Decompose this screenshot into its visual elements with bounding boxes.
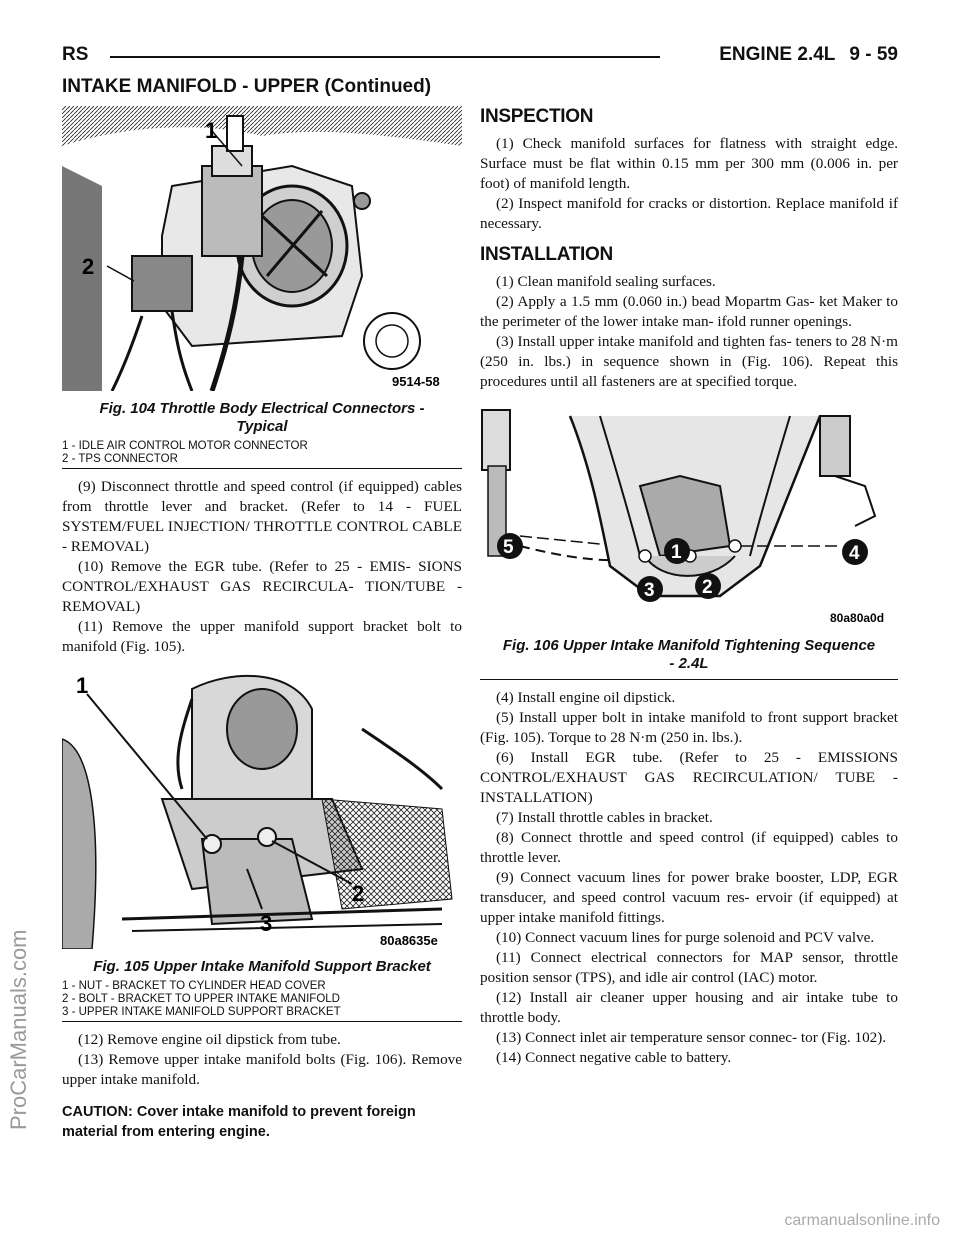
fig105-support-bracket: [202, 839, 312, 924]
fig106-image-code: 80a80a0d: [830, 611, 885, 625]
fig104-callout-2: 2: [82, 254, 95, 279]
installation-paragraph: (4) Install engine oil dipstick.: [496, 689, 676, 706]
fig104-image-code: 9514-58: [392, 374, 440, 389]
fig104-illustration: [62, 106, 462, 391]
installation-paragraph: (9) Connect vacuum lines for power brake booster, LDP, EGR transducer, and speed control vacuum res- ervoir (if equipped) at upper intake manifold fittings.: [480, 869, 898, 926]
inspection-paragraph: (1) Check manifold surfaces for flatness with straight edge. Surface must be flat within 0.15 mm per 300 mm (0.006 in. per foot) of manifold length.: [480, 135, 898, 192]
fig105-legend-item: 2 - BOLT - BRACKET TO UPPER INTAKE MANIFOLD: [62, 993, 340, 1005]
step-paragraph: (9) Disconnect throttle and speed control (if equipped) cables from throttle lever and bracket. (Refer to 14 - FUEL SYSTEM/FUEL INJECTION/ THROTTLE CONTROL CABLE - REMOVAL): [62, 478, 462, 555]
installation-paragraph: (2) Apply a 1.5 mm (0.060 in.) bead Mopartm Gas- ket Maker to the perimeter of the lower intake man- ifold runner openings.: [480, 293, 898, 330]
header-rule: [110, 56, 660, 58]
installation-paragraph: (3) Install upper intake manifold and tighten fas- teners to 28 N·m (250 in. lbs.) in sequence shown in (Fig. 106). Repeat this procedures until all fasteners are at specified torque.: [480, 333, 898, 390]
fig106-caption: [480, 637, 898, 673]
fig106-caption-line1: Fig. 106 Upper Intake Manifold Tightening Sequence: [502, 637, 876, 654]
installation-paragraph: (11) Connect electrical connectors for MAP sensor, throttle position sensor (TPS), and idle air control (IAC) motor.: [480, 949, 898, 986]
step-paragraph: (13) Remove upper intake manifold bolts (Fig. 106). Remove upper intake manifold.: [62, 1051, 462, 1088]
step-paragraph: (10) Remove the EGR tube. (Refer to 25 - EMIS- SIONS CONTROL/EXHAUST GAS RECIRCULA- TION/TUBE - REMOVAL): [62, 558, 462, 615]
fig106-right-bracket: [820, 416, 850, 476]
fig104-legend: [62, 440, 462, 466]
fig106-callout-5: 5: [503, 537, 514, 558]
fig105-callout-2: 2: [352, 881, 365, 906]
figure-104: [62, 106, 462, 469]
fig106-callout-2: 2: [702, 577, 713, 598]
fig104-caption-line2: Typical: [236, 418, 288, 435]
fig105-legend-item: 1 - NUT - BRACKET TO CYLINDER HEAD COVER: [62, 980, 326, 992]
figure-105: [62, 669, 462, 1022]
fig106-illustration: [480, 406, 898, 628]
bottom-watermark: carmanualsonline.info: [784, 1212, 940, 1229]
installation-paragraph: (14) Connect negative cable to battery.: [496, 1049, 732, 1066]
inspection-paragraph: (2) Inspect manifold for cracks or distortion. Replace manifold if necessary.: [480, 195, 898, 232]
side-watermark: ProCarManuals.com: [6, 929, 31, 1130]
caution-note: CAUTION: Cover intake manifold to prevent foreign material from entering engine.: [62, 1104, 416, 1140]
installation-step-list: [480, 688, 898, 1068]
header-right: [719, 44, 898, 66]
fig105-wiring-mesh: [322, 799, 452, 909]
fig104-iac-motor: [202, 166, 262, 256]
installation-paragraph: (8) Connect throttle and speed control (if equipped) cables to throttle lever.: [480, 829, 898, 866]
installation-paragraph: (10) Connect vacuum lines for purge solenoid and PCV valve.: [496, 929, 875, 946]
step-paragraph: (12) Remove engine oil dipstick from tube.: [78, 1031, 341, 1048]
header-chapter-title: ENGINE 2.4L: [719, 44, 836, 65]
installation-paragraph: (12) Install air cleaner upper housing and air intake tube to throttle body.: [480, 989, 898, 1026]
installation-paragraph: (5) Install upper bolt in intake manifold to front support bracket (Fig. 105). Torque to 28 N·m (250 in. lbs.).: [480, 709, 898, 746]
figure-106: [480, 406, 898, 680]
fig104-caption: [62, 400, 462, 436]
section-title: INTAKE MANIFOLD - UPPER (Continued): [62, 76, 432, 97]
installation-heading: INSTALLATION: [480, 244, 613, 265]
installation-paragraph: (7) Install throttle cables in bracket.: [496, 809, 713, 826]
page-header: [62, 42, 898, 68]
fig106-callout-4: 4: [849, 543, 860, 564]
fig104-legend-item: 1 - IDLE AIR CONTROL MOTOR CONNECTOR: [62, 440, 308, 452]
fig104-callout-1: 1: [205, 118, 218, 143]
fig105-caption: Fig. 105 Upper Intake Manifold Support Bracket: [93, 958, 431, 975]
installation-paragraph: (6) Install EGR tube. (Refer to 25 - EMISSIONS CONTROL/EXHAUST GAS RECIRCULATION/ TUBE - INSTALLATION): [480, 749, 898, 806]
left-column: [62, 106, 462, 1142]
fig104-legend-item: 2 - TPS CONNECTOR: [62, 453, 178, 465]
fig104-tps-connector: [132, 256, 192, 311]
header-page-number: 9 - 59: [849, 44, 898, 65]
header-section-code: RS: [62, 44, 89, 65]
fig104-caption-line1: Fig. 104 Throttle Body Electrical Connectors -: [99, 400, 425, 417]
left-step-list: [62, 477, 462, 657]
fig106-callout-3: 3: [644, 580, 655, 601]
fig105-callout-1: 1: [76, 673, 89, 698]
installation-paragraph: (13) Connect inlet air temperature sensor connec- tor (Fig. 102).: [496, 1029, 887, 1046]
inspection-heading: INSPECTION: [480, 106, 594, 127]
step-paragraph: (11) Remove the upper manifold support bracket bolt to manifold (Fig. 105).: [62, 618, 462, 655]
fig105-image-code: 80a8635e: [380, 933, 438, 948]
fig106-left-sensor: [482, 410, 510, 470]
installation-paragraph: (1) Clean manifold sealing surfaces.: [496, 273, 716, 290]
fig105-illustration: [62, 669, 462, 949]
fig105-callout-3: 3: [260, 911, 273, 936]
fig105-legend: [62, 980, 462, 1019]
fig106-callout-1: 1: [671, 542, 682, 563]
right-column: [480, 106, 898, 1068]
fig106-caption-line2: - 2.4L: [669, 655, 709, 672]
left-step-list-2: [62, 1030, 462, 1090]
fig105-legend-item: 3 - UPPER INTAKE MANIFOLD SUPPORT BRACKET: [62, 1006, 341, 1018]
